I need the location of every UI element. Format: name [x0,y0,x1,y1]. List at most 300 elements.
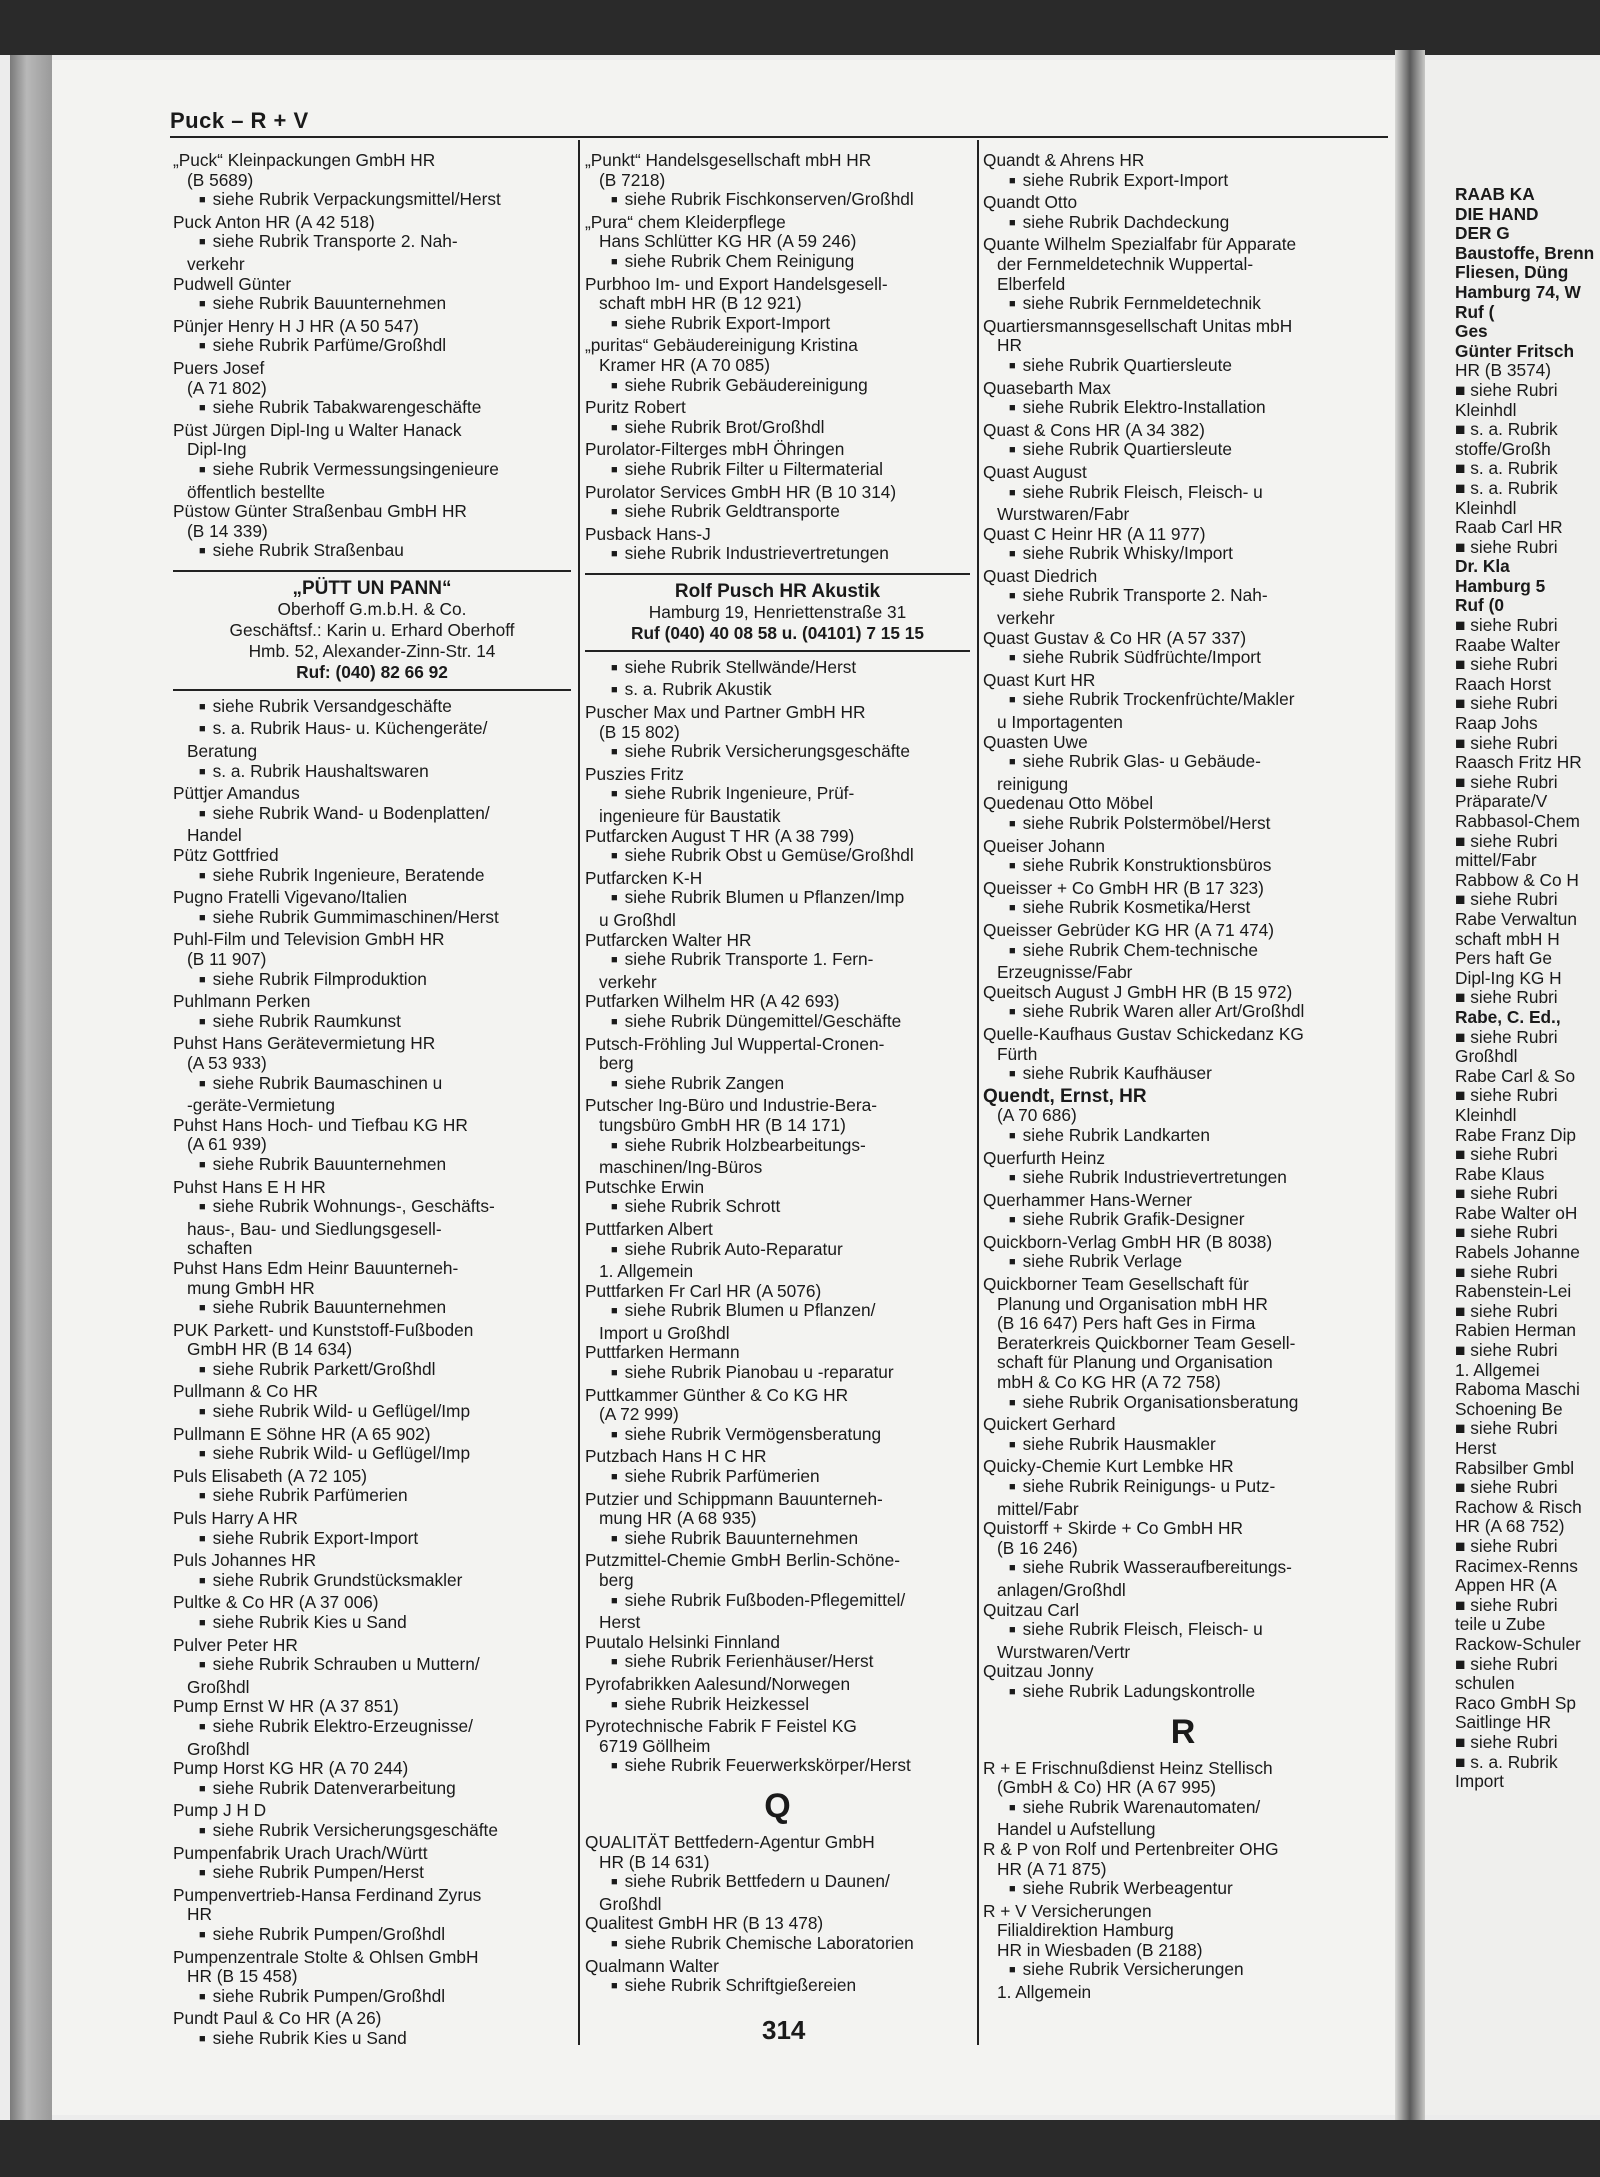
column-1 [173,151,571,2051]
entry-continuation: GmbH HR (B 14 634) [187,1339,353,1360]
entry-continuation: Elberfeld [997,273,1066,294]
facing-page-fragment: Rabe Franz Dip [1455,1124,1577,1145]
advertisement-box [585,573,970,652]
rubric-reference: ■ siehe Rubrik Südfrüchte/Import [983,648,1383,671]
facing-page-fragment: Hamburg 5 [1455,575,1546,596]
advertisement-box [173,570,571,691]
facing-page-fragment: Ges [1455,321,1488,342]
facing-page-fragment: ■ siehe Rubri [1455,1026,1558,1047]
entry-continuation: HR [997,335,1022,356]
entry-name: Queisser + Co GmbH HR (B 17 323) [983,877,1264,898]
facing-page-fragment: ■ siehe Rubri [1455,1477,1558,1498]
facing-page-fragment: Kleinhdl [1455,399,1517,420]
rubric-reference: ■ siehe Rubrik Grafik-Designer [983,1210,1383,1233]
facing-page-fragment: ■ siehe Rubri [1455,1731,1558,1752]
rubric-reference: ■ siehe Rubrik Organisationsberatung [983,1393,1383,1416]
rubric-reference: ■ siehe Rubrik Verlage [983,1252,1383,1275]
rubric-reference: ■ siehe Rubrik Konstruktionsbüros [983,856,1383,879]
entry-continuation: Planung und Organisation mbH HR [997,1293,1268,1314]
facing-page-fragment: Rabbasol-Chem [1455,811,1580,831]
rubric-reference: ■ s. a. Rubrik Haushaltswaren [173,762,571,785]
rubric-reference: ■ siehe Rubrik Hausmakler [983,1435,1383,1458]
entry-name: Puls Harry A HR [173,1508,298,1529]
facing-page-fragment: Raap Johs [1455,713,1538,734]
facing-page-fragment: Raasch Fritz HR [1455,752,1582,773]
facing-page-fragment: ■ siehe Rubri [1455,732,1558,753]
entry-continuation: mung HR (A 68 935) [599,1508,757,1529]
entry-continuation: verkehr [997,608,1055,629]
entry-continuation: (A 72 999) [599,1404,679,1425]
entry-continuation: (A 70 686) [997,1105,1077,1126]
entry-continuation: schaft mbH HR (B 12 921) [599,293,802,314]
facing-page-fragment: ■ siehe Rubri [1455,1535,1558,1556]
facing-page-text [1455,185,1594,1792]
facing-page-fragment: Racimex-Renns [1455,1555,1578,1576]
facing-page-fragment: HR (B 3574) [1455,360,1552,381]
rubric-reference: ■ siehe Rubrik Versicherungsgeschäfte [173,1821,571,1844]
rubric-reference: ■ siehe Rubrik Waren aller Art/Großhdl [983,1002,1383,1025]
scan-border-bottom [0,2120,1600,2177]
entry-name: R & P von Rolf und Pertenbreiter OHG [983,1838,1279,1859]
rubric-reference: ■ siehe Rubrik Quartiersleute [983,356,1383,379]
entry-name: Queiser Johann [983,835,1106,856]
entry-name: Puritz Robert [585,397,686,418]
facing-page-fragment: Rabe, C. Ed., [1455,1006,1561,1027]
entry-continuation: HR (B 14 631) [599,1851,710,1872]
entry-name: Purolator Services GmbH HR (B 10 314) [585,481,897,502]
rubric-reference: ■ siehe Rubrik Kaufhäuser [983,1064,1383,1087]
facing-page-fragment: ■ siehe Rubri [1455,889,1558,910]
entry-name: Querhammer Hans-Werner [983,1189,1193,1210]
rubric-reference: ■ siehe Rubrik Schrauben u Muttern/ [173,1655,571,1678]
facing-page-fragment: Rabe Carl & So [1455,1065,1576,1086]
entry-name: „Puck“ Kleinpackungen GmbH HR [173,150,436,170]
entry-name: Quandt & Ahrens HR [983,150,1145,170]
facing-page-fragment: Raab Carl HR [1455,517,1563,538]
entry-continuation: Wurstwaren/Fabr [997,504,1130,525]
facing-page-fragment: mittel/Fabr [1455,850,1537,871]
entry-name: R + V Versicherungen [983,1900,1152,1921]
facing-page-fragment: ■ siehe Rubri [1455,693,1558,714]
entry-name: Pumpenvertrieb-Hansa Ferdinand Zyrus [173,1884,482,1905]
rubric-reference: ■ siehe Rubrik Industrievertretungen [983,1168,1383,1191]
entry-name: Puszies Fritz [585,763,684,784]
entry-continuation: schaft für Planung und Organisation [997,1352,1273,1373]
entry-name: Püstow Günter Straßenbau GmbH HR [173,501,467,522]
entry-name: Pyrotechnische Fabrik F Feistel KG [585,1716,857,1737]
entry-continuation: 1. Allgemein [599,1261,694,1282]
rubric-reference: ■ siehe Rubrik Blumen u Pflanzen/Imp [585,888,970,911]
rubric-reference: ■ siehe Rubrik Pumpen/Großhdl [173,1987,571,2010]
facing-page-fragment: schaft mbH H [1455,928,1560,949]
rubric-reference: ■ siehe Rubrik Fleisch, Fleisch- u [983,483,1383,506]
rubric-reference: ■ siehe Rubrik Vermessungsingenieure [173,460,571,483]
facing-page-fragment: schulen [1455,1673,1515,1694]
scan-border-top [0,0,1600,55]
entry-name: „puritas“ Gebäudereinigung Kristina [585,335,858,356]
entry-continuation: HR (B 15 458) [187,1966,298,1987]
facing-page-fragment: Hamburg 74, W [1455,281,1581,302]
entry-name: Quitzau Carl [983,1599,1080,1620]
rubric-reference: ■ siehe Rubrik Heizkessel [585,1695,970,1718]
entry-name: Puscher Max und Partner GmbH HR [585,702,866,723]
entry-name: Quast & Cons HR (A 34 382) [983,419,1205,440]
facing-page-fragment: ■ siehe Rubri [1455,1222,1558,1243]
entry-continuation: Wurstwaren/Vertr [997,1641,1131,1662]
entry-name: Pumpenfabrik Urach Urach/Württ [173,1842,428,1863]
rubric-reference: ■ siehe Rubrik Landkarten [983,1126,1383,1149]
entry-continuation: HR (A 71 875) [997,1858,1107,1879]
rubric-reference: ■ siehe Rubrik Polstermöbel/Herst [983,814,1383,837]
facing-page-fragment: ■ siehe Rubri [1455,1653,1558,1674]
rubric-reference: ■ siehe Rubrik Vermögensberatung [585,1425,970,1448]
facing-page-fragment: ■ siehe Rubri [1455,1594,1558,1615]
entry-name: Puck Anton HR (A 42 518) [173,211,375,232]
entry-name: Quitzau Jonny [983,1661,1094,1682]
rubric-reference: ■ siehe Rubrik Wild- u Geflügel/Imp [173,1444,571,1467]
page-number: 314 [762,2015,806,2045]
entry-continuation: u Großhdl [599,910,676,930]
column-rule-1 [578,140,580,2045]
entry-name: Quartiersmannsgesellschaft Unitas mbH [983,315,1293,336]
rubric-reference: ■ siehe Rubrik Pianobau u -reparatur [585,1363,970,1386]
entry-name: Pultke & Co HR (A 37 006) [173,1592,379,1613]
facing-page-fragment: Schoening Be [1455,1398,1563,1419]
rubric-reference: ■ siehe Rubrik Grundstücksmakler [173,1571,571,1594]
rubric-reference: ■ siehe Rubrik Verpackungsmittel/Herst [173,190,571,213]
entry-name: Putfarken Wilhelm HR (A 42 693) [585,991,840,1012]
facing-page-fragment: Dr. Kla [1455,556,1510,577]
facing-page-fragment: ■ s. a. Rubrik [1455,419,1558,440]
entry-continuation: öffentlich bestellte [187,481,326,502]
entry-continuation: Hans Schlütter KG HR (A 59 246) [599,231,857,252]
rubric-reference: ■ siehe Rubrik Kosmetika/Herst [983,898,1383,921]
entry-name: Pumpenzentrale Stolte & Ohlsen GmbH [173,1946,479,1967]
entry-continuation: berg [599,1570,634,1590]
facing-page-fragment: Rabbow & Co H [1455,869,1579,890]
entry-continuation: Herst [599,1612,641,1633]
entry-name: Pütz Gottfried [173,845,279,866]
rubric-reference: ■ s. a. Rubrik Akustik [585,680,970,703]
entry-continuation: Filialdirektion Hamburg [997,1920,1174,1941]
entry-continuation: (B 14 339) [187,520,268,541]
entry-continuation: Beraterkreis Quickborner Team Gesell- [997,1332,1296,1353]
entry-continuation: u Importagenten [997,712,1123,733]
entry-name: Putschke Erwin [585,1176,705,1197]
rubric-reference: ■ siehe Rubrik Zangen [585,1074,970,1097]
rubric-reference: ■ siehe Rubrik Parfüme/Großhdl [173,336,571,359]
facing-page-fragment: ■ siehe Rubri [1455,1085,1558,1106]
rubric-reference: ■ siehe Rubrik Filmproduktion [173,970,571,993]
advertisement-line: Oberhoff G.m.b.H. & Co. [277,598,467,619]
entry-name: Qualmann Walter [585,1955,719,1976]
facing-page-fragment: Dipl-Ing KG H [1455,967,1562,988]
entry-name: Putzbach Hans H C HR [585,1446,767,1467]
rubric-reference: ■ siehe Rubrik Obst u Gemüse/Großhdl [585,846,970,869]
entry-name: Puhst Hans E H HR [173,1176,326,1197]
facing-page-fragment: Appen HR (A [1455,1575,1557,1596]
rubric-reference: ■ siehe Rubrik Schrott [585,1197,970,1220]
entry-name: Puttfarken Albert [585,1218,713,1239]
column-3 [983,151,1383,2003]
rubric-reference: ■ siehe Rubrik Geldtransporte [585,502,970,525]
advertisement-title: „PÜTT UN PANN“ [292,577,452,599]
entry-continuation: anlagen/Großhdl [997,1579,1126,1600]
rubric-reference: ■ siehe Rubrik Versicherungen [983,1960,1383,1983]
entry-continuation: berg [599,1053,634,1074]
rubric-reference: ■ siehe Rubrik Dachdeckung [983,213,1383,236]
rubric-reference: ■ siehe Rubrik Düngemittel/Geschäfte [585,1012,970,1035]
entry-continuation: HR [187,1904,212,1925]
entry-name: R + E Frischnußdienst Heinz Stellisch [983,1757,1273,1778]
facing-page-fragment: Rabien Herman [1455,1320,1577,1341]
section-letter: Q [764,1786,791,1825]
entry-name: Quickert Gerhard [983,1414,1116,1435]
facing-page-fragment: ■ siehe Rubri [1455,1183,1558,1204]
rubric-reference: ■ siehe Rubrik Chem-technische [983,941,1383,964]
entry-continuation: haus-, Bau- und Siedlungsgesell- [187,1218,442,1239]
rubric-reference: ■ siehe Rubrik Elektro-Installation [983,398,1383,421]
entry-continuation: Kramer HR (A 70 085) [599,354,770,375]
entry-continuation: (A 61 939) [187,1134,267,1155]
entry-continuation: schaften [187,1238,253,1259]
rubric-reference: ■ siehe Rubrik Tabakwarengeschäfte [173,398,571,421]
rubric-reference: ■ siehe Rubrik Fernmeldetechnik [983,294,1383,317]
facing-page-fragment: ■ siehe Rubri [1455,536,1558,557]
rubric-reference: ■ siehe Rubrik Stellwände/Herst [585,658,970,681]
rubric-reference: ■ siehe Rubrik Straßenbau [173,541,571,564]
entry-name-bold: Quendt, Ernst, HR [983,1085,1147,1107]
rubric-reference: ■ siehe Rubrik Industrievertretungen [585,544,970,567]
facing-page-fragment: Ruf ( [1455,301,1495,322]
facing-page-fragment: ■ siehe Rubri [1455,1261,1558,1282]
entry-continuation: (B 16 246) [997,1537,1078,1558]
rubric-reference: ■ siehe Rubrik Wohnungs-, Geschäfts- [173,1197,571,1220]
entry-name: Putsch-Fröhling Jul Wuppertal-Cronen- [585,1033,885,1054]
rubric-reference: ■ siehe Rubrik Elektro-Erzeugnisse/ [173,1717,571,1740]
entry-name: Putscher Ing-Büro und Industrie-Bera- [585,1095,878,1116]
facing-page-fragment: ■ siehe Rubri [1455,987,1558,1008]
advertisement-line: Hmb. 52, Alexander-Zinn-Str. 14 [248,640,496,661]
rubric-reference: ■ siehe Rubrik Brot/Großhdl [585,418,970,441]
facing-page-fragment: ■ s. a. Rubrik [1455,458,1558,479]
facing-page-fragment: 1. Allgemei [1455,1359,1540,1380]
entry-name: Puhst Hans Edm Heinr Bauunterneh- [173,1257,459,1278]
facing-page-fragment: Kleinhdl [1455,1104,1517,1125]
entry-name: QUALITÄT Bettfedern-Agentur GmbH [585,1831,875,1852]
entry-name: Quandt Otto [983,192,1078,213]
rubric-reference: ■ siehe Rubrik Bauunternehmen [173,1155,571,1178]
rubric-reference: ■ siehe Rubrik Warenautomaten/ [983,1798,1383,1821]
entry-name: Püttjer Amandus [173,783,300,804]
facing-page-fragment: Rackow-Schuler [1455,1633,1581,1654]
rubric-reference: ■ siehe Rubrik Fleisch, Fleisch- u [983,1620,1383,1643]
rubric-reference: ■ siehe Rubrik Filter u Filtermaterial [585,460,970,483]
rubric-reference: ■ siehe Rubrik Transporte 2. Nah- [173,232,571,255]
rubric-reference: ■ siehe Rubrik Ingenieure, Beratende [173,866,571,889]
entry-continuation: Beratung [187,741,258,762]
entry-name: „Punkt“ Handelsgesellschaft mbH HR [585,150,872,170]
facing-page-fragment: Rachow & Risch [1455,1496,1582,1517]
advertisement-line: Ruf (040) 40 08 58 u. (04101) 7 15 15 [631,622,924,643]
facing-page-fragment: Großhdl [1455,1046,1518,1067]
rubric-reference: ■ siehe Rubrik Holzbearbeitungs- [585,1136,970,1159]
facing-page-fragment: Günter Fritsch [1455,340,1575,361]
entry-continuation: (B 7218) [599,169,666,190]
rubric-reference: ■ siehe Rubrik Blumen u Pflanzen/ [585,1301,970,1324]
entry-continuation: der Fernmeldetechnik Wuppertal- [997,253,1254,274]
entry-name: Puhl-Film und Television GmbH HR [173,929,445,950]
facing-page-fragment: HR (A 68 752) [1455,1516,1565,1537]
rubric-reference: ■ siehe Rubrik Ingenieure, Prüf- [585,784,970,807]
entry-name: Quickborner Team Gesellschaft für [983,1274,1249,1295]
rubric-reference: ■ siehe Rubrik Bauunternehmen [585,1529,970,1552]
entry-continuation: verkehr [599,971,657,992]
entry-name: Pump Horst KG HR (A 70 244) [173,1758,409,1779]
entry-continuation: 6719 Göllheim [599,1735,711,1756]
facing-page-fragment: Rabe Verwaltun [1455,908,1578,929]
rubric-reference: ■ siehe Rubrik Bauunternehmen [173,1298,571,1321]
entry-name: Putfarcken Walter HR [585,929,752,950]
entry-continuation: -geräte-Vermietung [187,1095,335,1116]
facing-page-fragment: DER G [1455,223,1510,244]
entry-continuation: tungsbüro GmbH HR (B 14 171) [599,1114,846,1135]
rubric-reference: ■ siehe Rubrik Chem Reinigung [585,252,970,275]
section-letter: R [1170,1712,1196,1751]
rubric-reference: ■ s. a. Rubrik Haus- u. Küchengeräte/ [173,719,571,742]
facing-page-fragment: Kleinhdl [1455,497,1517,518]
facing-page-fragment: Rabels Johanne [1455,1242,1580,1263]
facing-page-fragment: ■ s. a. Rubrik [1455,1751,1558,1772]
facing-page-fragment: RAAB KA [1455,184,1535,204]
entry-name: Putzier und Schippmann Bauunterneh- [585,1488,883,1509]
entry-name: Pünjer Henry H J HR (A 50 547) [173,315,419,336]
entry-name: Quante Wilhelm Spezialfabr für Apparate [983,234,1297,255]
facing-page-fragment: Raabe Walter [1455,634,1561,655]
facing-page-fragment: ■ siehe Rubri [1455,654,1558,675]
entry-name: Püst Jürgen Dipl-Ing u Walter Hanack [173,419,462,440]
entry-name: Qualitest GmbH HR (B 13 478) [585,1913,824,1934]
entry-name: Puttfarken Fr Carl HR (A 5076) [585,1280,822,1301]
rubric-reference: ■ siehe Rubrik Bauunternehmen [173,294,571,317]
entry-name: Quicky-Chemie Kurt Lembke HR [983,1456,1234,1477]
rubric-reference: ■ siehe Rubrik Reinigungs- u Putz- [983,1477,1383,1500]
rubric-reference: ■ siehe Rubrik Transporte 2. Nah- [983,586,1383,609]
rubric-reference: ■ siehe Rubrik Bettfedern u Daunen/ [585,1872,970,1895]
entry-name: Putfarcken August T HR (A 38 799) [585,825,855,846]
entry-continuation: (GmbH & Co) HR (A 67 995) [997,1777,1216,1798]
entry-continuation: maschinen/Ing-Büros [599,1157,763,1178]
entry-continuation: mittel/Fabr [997,1498,1079,1519]
entry-continuation: (A 71 802) [187,377,267,398]
entry-continuation: verkehr [187,253,245,274]
rubric-reference: ■ siehe Rubrik Transporte 1. Fern- [585,950,970,973]
book-spine [10,55,52,2120]
facing-page-fragment: ■ siehe Rubri [1455,615,1558,636]
entry-name: Quasebarth Max [983,377,1111,398]
rubric-reference: ■ siehe Rubrik Ladungskontrolle [983,1682,1383,1705]
rubric-reference: ■ siehe Rubrik Schriftgießereien [585,1976,970,1999]
facing-page-fragment: Präparate/V [1455,791,1548,812]
facing-page-fragment: Raco GmbH Sp [1455,1692,1577,1713]
facing-page-fragment: ■ siehe Rubri [1455,1144,1558,1165]
entry-name: Quast Gustav & Co HR (A 57 337) [983,627,1247,648]
rubric-reference: ■ siehe Rubrik Versandgeschäfte [173,697,571,720]
entry-name: Querfurth Heinz [983,1147,1105,1168]
rubric-reference: ■ siehe Rubrik Versicherungsgeschäfte [585,742,970,765]
book-gutter [1395,50,1425,2125]
rubric-reference: ■ siehe Rubrik Chemische Laboratorien [585,1934,970,1957]
rubric-reference: ■ siehe Rubrik Export-Import [173,1529,571,1552]
facing-page-fragment: Fliesen, Düng [1455,262,1569,283]
entry-continuation: Großhdl [187,1676,250,1697]
entry-continuation: (A 53 933) [187,1052,267,1073]
rubric-reference: ■ siehe Rubrik Fischkonserven/Großhdl [585,190,970,213]
entry-name: Pundt Paul & Co HR (A 26) [173,2008,382,2029]
rubric-reference: ■ siehe Rubrik Wild- u Geflügel/Imp [173,1402,571,1425]
entry-name: Pump J H D [173,1800,267,1821]
facing-page-fragment: Herst [1455,1438,1497,1458]
rubric-reference: ■ siehe Rubrik Kies u Sand [173,1613,571,1636]
rubric-reference: ■ siehe Rubrik Fußboden-Pflegemittel/ [585,1591,970,1614]
facing-page-fragment: Raach Horst [1455,673,1552,694]
facing-page-fragment: ■ siehe Rubri [1455,379,1558,400]
facing-page-fragment: teile u Zube [1455,1614,1546,1635]
entry-name: Pyrofabrikken Aalesund/Norwegen [585,1673,851,1694]
rubric-reference: ■ siehe Rubrik Trockenfrüchte/Makler [983,690,1383,713]
column-rule-2 [977,140,979,2045]
entry-name: Puls Elisabeth (A 72 105) [173,1465,368,1486]
advertisement-line: Ruf: (040) 82 66 92 [296,661,448,682]
facing-page-fragment: Ruf (0 [1455,595,1504,616]
entry-continuation: (B 15 802) [599,721,680,742]
entry-name: Quasten Uwe [983,731,1088,752]
entry-continuation: Großhdl [599,1893,662,1914]
rubric-reference: ■ siehe Rubrik Baumaschinen u [173,1074,571,1097]
facing-page-fragment: ■ siehe Rubri [1455,1418,1558,1439]
entry-name: „Pura“ chem Kleiderpflege [585,211,786,232]
entry-name: Putzmittel-Chemie GmbH Berlin-Schöne- [585,1550,901,1571]
facing-page-fragment: stoffe/Großh [1455,438,1551,459]
rubric-reference: ■ siehe Rubrik Glas- u Gebäude- [983,752,1383,775]
entry-continuation: Import u Großhdl [599,1322,730,1343]
facing-page-fragment: DIE HAND [1455,203,1539,224]
entry-name: Pulver Peter HR [173,1634,298,1655]
advertisement-title: Rolf Pusch HR Akustik [674,580,881,602]
header-rule [170,136,1388,138]
entry-continuation: Handel u Aufstellung [997,1819,1156,1840]
rubric-reference: ■ siehe Rubrik Whisky/Import [983,544,1383,567]
advertisement-line: Hamburg 19, Henriettenstraße 31 [648,601,907,622]
entry-continuation: reinigung [997,773,1069,794]
rubric-reference: ■ siehe Rubrik Auto-Reparatur [585,1240,970,1263]
rubric-reference: ■ siehe Rubrik Ferienhäuser/Herst [585,1652,970,1675]
entry-name: Pullmann E Söhne HR (A 65 902) [173,1423,431,1444]
facing-page-fragment: Rabe Klaus [1455,1163,1545,1184]
entry-name: Pudwell Günter [173,273,292,294]
entry-continuation: (B 11 907) [187,949,267,969]
rubric-reference: ■ siehe Rubrik Datenverarbeitung [173,1779,571,1802]
entry-continuation: mung GmbH HR [187,1277,315,1298]
rubric-reference: ■ siehe Rubrik Parfümerien [173,1486,571,1509]
entry-name: Puutalo Helsinki Finnland [585,1631,781,1652]
entry-name: Pusback Hans-J [585,523,711,544]
facing-page-fragment: Rabe Walter oH [1455,1202,1578,1223]
entry-name: Quast C Heinr HR (A 11 977) [983,523,1206,544]
entry-continuation: Großhdl [187,1738,250,1759]
rubric-reference: ■ siehe Rubrik Parkett/Großhdl [173,1360,571,1383]
entry-name: Puhlmann Perken [173,991,311,1012]
